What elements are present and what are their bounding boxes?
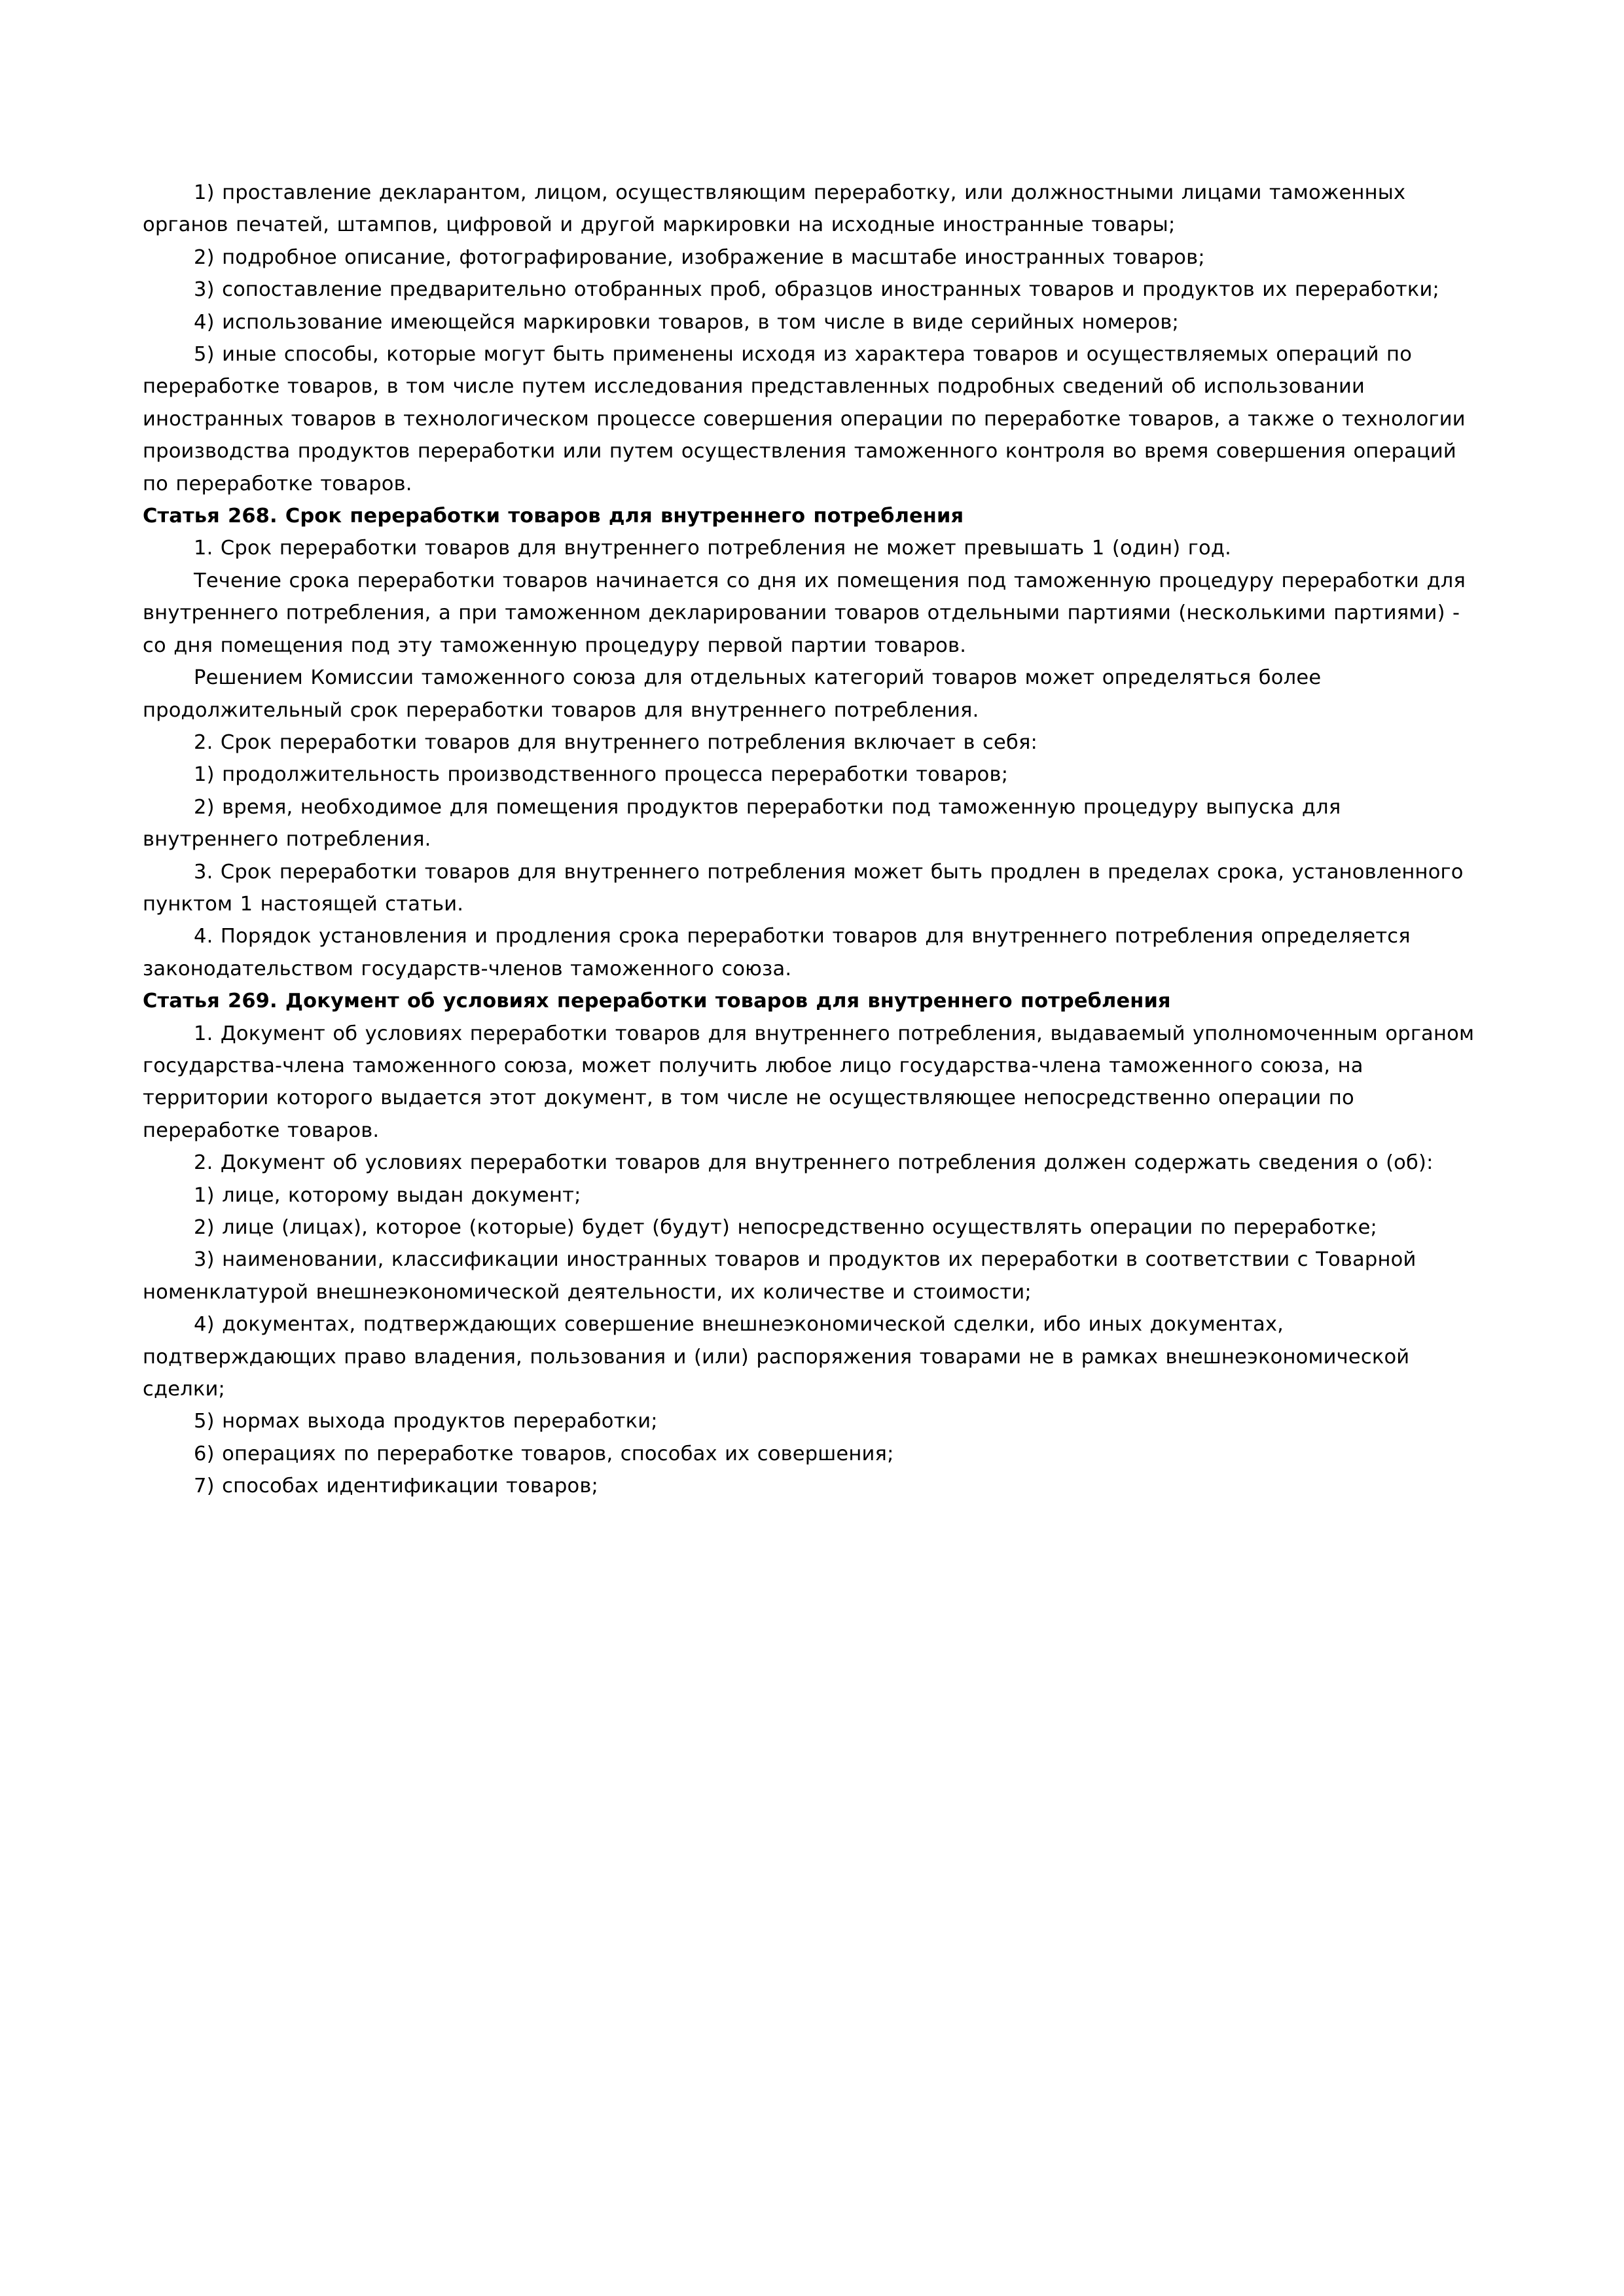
body-paragraph: 4) использование имеющейся маркировки товаров, в том числе в виде серийных номеров; [194,310,1179,334]
body-paragraph: Решением Комиссии таможенного союза для отдельных категорий товаров может определяться более продолжительный срок переработки товаров для внутреннего потребления. [143,666,1322,722]
body-paragraph: 3) сопоставление предварительно отобранных проб, образцов иностранных товаров и продуктов их переработки; [194,278,1440,302]
body-paragraph: 7) способах идентификации товаров; [194,1475,599,1498]
article-heading: Статья 269. Документ об условиях переработки товаров для внутреннего потребления [143,990,1171,1013]
document-text-body [143,177,1481,1503]
article-heading: Статья 268. Срок переработки товаров для внутреннего потребления [143,505,964,528]
body-paragraph: 2) подробное описание, фотографирование, изображение в масштабе иностранных товаров; [194,245,1205,269]
body-paragraph: 5) иные способы, которые могут быть применены исходя из характера товаров и осуществляемых операций по переработке товаров, в том числе путем исследования представленных подробных сведений об использовании иностранных товаров в технологическом процессе совершения операции по переработке товаров, а также о технологии производства продуктов переработки или путем осуществления таможенного контроля во время совершения операций по переработке товаров. [143,343,1466,495]
body-paragraph: 6) операциях по переработке товаров, способах их совершения; [194,1442,894,1465]
body-paragraph: 3. Срок переработки товаров для внутреннего потребления может быть продлен в пределах срока, установленного пунктом 1 настоящей статьи. [143,860,1464,916]
body-paragraph: 2. Документ об условиях переработки товаров для внутреннего потребления должен содержать сведения о (об): [194,1151,1434,1175]
body-paragraph: 2) время, необходимое для помещения продуктов переработки под таможенную процедуру выпуска для внутреннего потребления. [143,795,1341,852]
body-paragraph: 1) лице, которому выдан документ; [194,1183,581,1207]
body-paragraph: 1. Срок переработки товаров для внутреннего потребления не может превышать 1 (один) год. [194,537,1232,560]
body-paragraph: 4. Порядок установления и продления срока переработки товаров для внутреннего потребления определяется законодательством государств-членов таможенного союза. [143,925,1411,980]
body-paragraph: 5) нормах выхода продуктов переработки; [194,1410,658,1433]
body-paragraph: 2. Срок переработки товаров для внутреннего потребления включает в себя: [194,730,1038,754]
body-paragraph: 1) проставление декларантом, лицом, осуществляющим переработку, или должностными лицами таможенных органов печатей, штампов, цифровой и другой маркировки на исходные иностранные товары; [143,181,1406,237]
body-paragraph: 2) лице (лицах), которое (которые) будет (будут) непосредственно осуществлять операции по переработке; [194,1216,1378,1239]
body-paragraph: 3) наименовании, классификации иностранных товаров и продуктов их переработки в соответствии с Товарной номенклатурой внешнеэкономической деятельности, их количестве и стоимости; [143,1248,1416,1304]
body-paragraph: 4) документах, подтверждающих совершение внешнеэкономической сделки, ибо иных документах, подтверждающих право владения, пользования и (или) распоряжения товарами не в рамках внешнеэкономической сделки; [143,1313,1410,1401]
body-paragraph: 1. Документ об условиях переработки товаров для внутреннего потребления, выдаваемый уполномоченным органом государства-члена таможенного союза, может получить любое лицо государства-члена таможенного союза, на территории которого выдается этот документ, в том числе не осуществляющее непосредственно операции по переработке товаров. [143,1022,1475,1142]
body-paragraph: Течение срока переработки товаров начинается со дня их помещения под таможенную процедуру переработки для внутреннего потребления, а при таможенном декларировании товаров отдельными партиями (несколькими партиями) - со дня помещения под эту таможенную процедуру первой партии товаров. [143,569,1466,657]
body-paragraph: 1) продолжительность производственного процесса переработки товаров; [194,763,1009,787]
